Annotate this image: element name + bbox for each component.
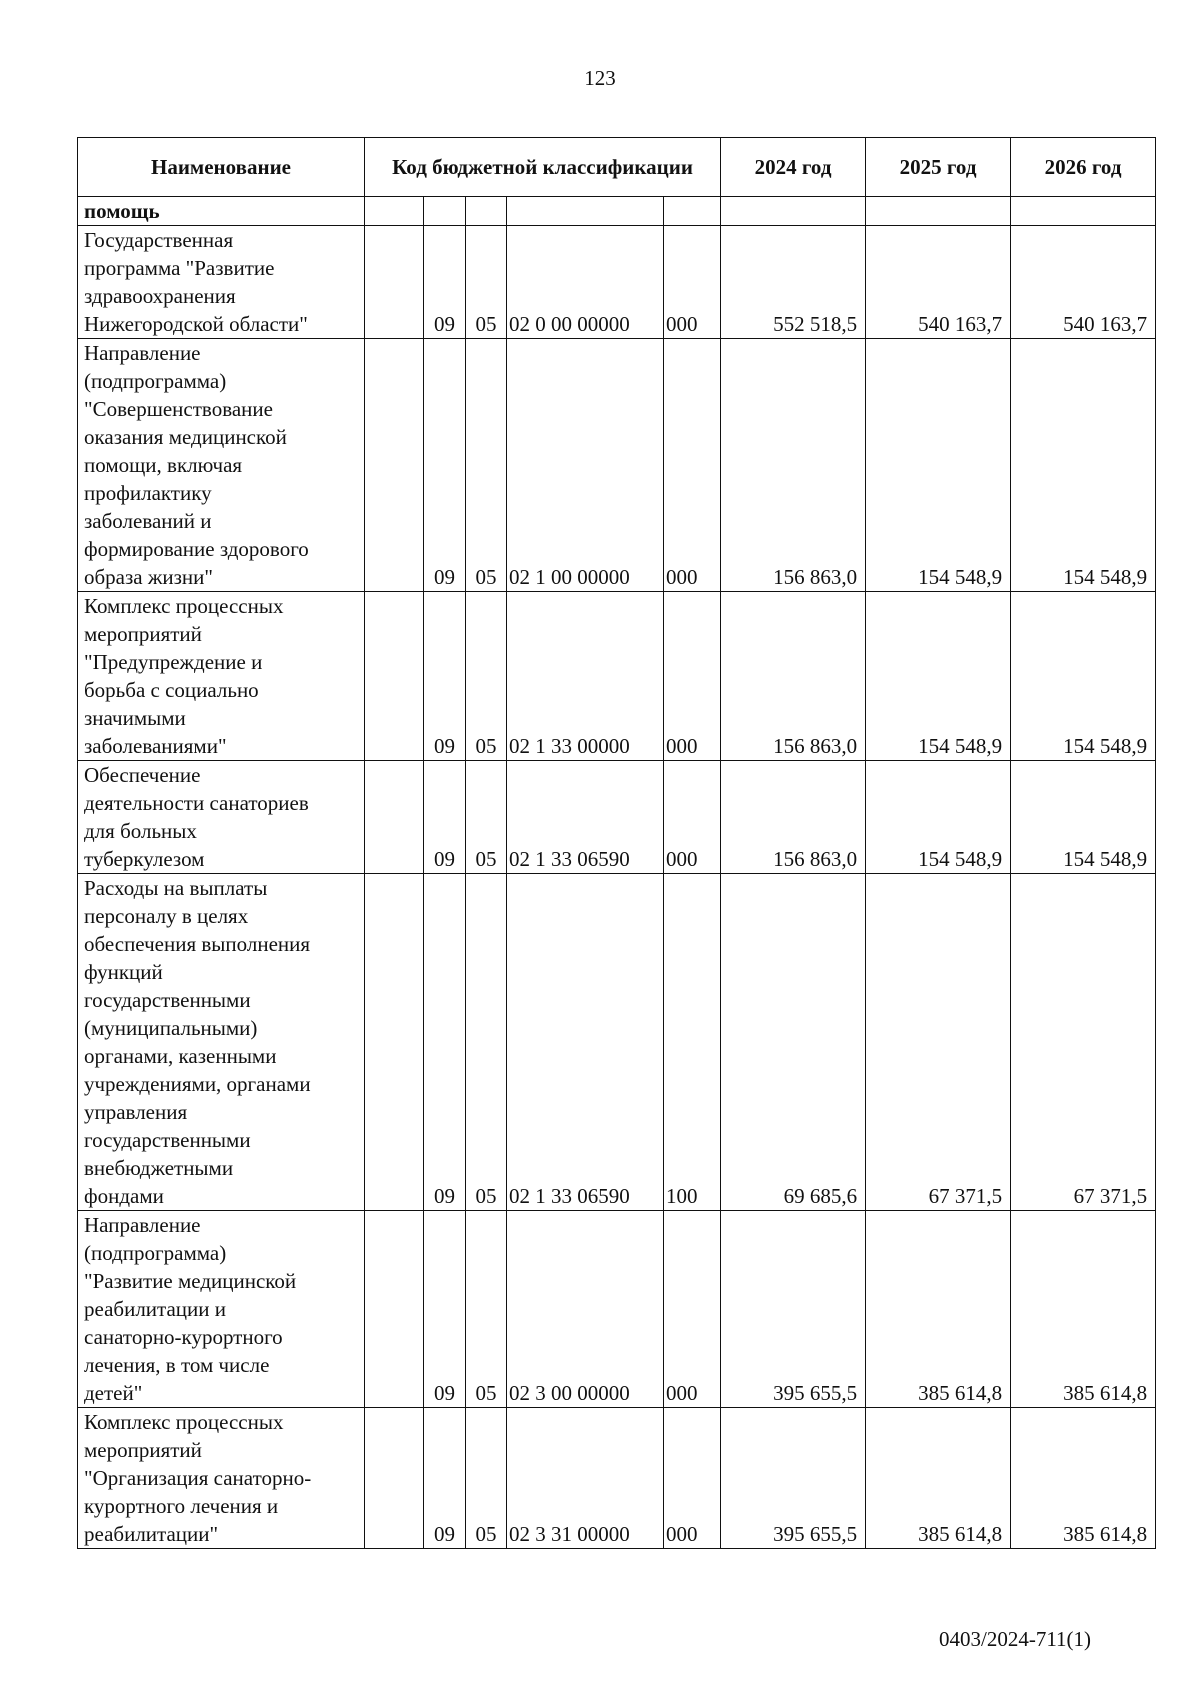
page-number: 123 — [584, 66, 616, 90]
cell-2025: 154 548,9 — [866, 592, 1011, 761]
cell-code-group — [365, 226, 424, 339]
cell-section: 09 — [424, 874, 466, 1211]
cell-target-article: 02 1 33 06590 — [507, 761, 664, 874]
table-header-row — [78, 138, 1156, 197]
cell-subsection: 05 — [466, 1211, 507, 1408]
cell-2025: 154 548,9 — [866, 761, 1011, 874]
cell-name: Направление (подпрограмма) "Развитие медицинской реабилитации и санаторно-курортного лечения, в том числе детей" — [78, 1211, 365, 1408]
cell-section: 09 — [424, 1408, 466, 1549]
cell-2024 — [721, 197, 866, 226]
cell-expense-type: 000 — [664, 761, 721, 874]
cell-target-article: 02 1 00 00000 — [507, 339, 664, 592]
cell-expense-type: 000 — [664, 1408, 721, 1549]
cell-name: Комплекс процессных мероприятий "Предупреждение и борьба с социально значимыми заболеваниями" — [78, 592, 365, 761]
cell-2025: 385 614,8 — [866, 1408, 1011, 1549]
cell-section: 09 — [424, 1211, 466, 1408]
cell-subsection: 05 — [466, 339, 507, 592]
table-row — [78, 226, 1156, 339]
cell-subsection: 05 — [466, 226, 507, 339]
table-row — [78, 1211, 1156, 1408]
cell-2024: 69 685,6 — [721, 874, 866, 1211]
cell-2024: 156 863,0 — [721, 339, 866, 592]
cell-code-group — [365, 592, 424, 761]
cell-2026: 540 163,7 — [1011, 226, 1156, 339]
cell-2024: 156 863,0 — [721, 761, 866, 874]
cell-section — [424, 197, 466, 226]
table-body — [78, 197, 1156, 1549]
cell-2025: 67 371,5 — [866, 874, 1011, 1211]
cell-name: помощь — [78, 197, 365, 226]
cell-name: Комплекс процессных мероприятий "Организация санаторно- курортного лечения и реабилитации" — [78, 1408, 365, 1549]
cell-2026: 385 614,8 — [1011, 1211, 1156, 1408]
header-name: Наименование — [78, 138, 365, 197]
cell-2024: 395 655,5 — [721, 1211, 866, 1408]
cell-2026: 154 548,9 — [1011, 761, 1156, 874]
cell-name: Государственная программа "Развитие здравоохранения Нижегородской области" — [78, 226, 365, 339]
cell-section: 09 — [424, 339, 466, 592]
cell-2025: 385 614,8 — [866, 1211, 1011, 1408]
header-code: Код бюджетной классификации — [365, 138, 721, 197]
cell-target-article: 02 1 33 06590 — [507, 874, 664, 1211]
cell-name: Расходы на выплаты персоналу в целях обеспечения выполнения функций государственными (муниципальными) органами, казенными учреждениями, органами управления государственными внебюджетными фондами — [78, 874, 365, 1211]
cell-2026 — [1011, 197, 1156, 226]
table-row — [78, 197, 1156, 226]
cell-subsection: 05 — [466, 874, 507, 1211]
cell-subsection: 05 — [466, 1408, 507, 1549]
cell-target-article: 02 3 31 00000 — [507, 1408, 664, 1549]
header-2025: 2025 год — [866, 138, 1011, 197]
cell-2025: 154 548,9 — [866, 339, 1011, 592]
cell-target-article: 02 3 00 00000 — [507, 1211, 664, 1408]
cell-expense-type: 000 — [664, 1211, 721, 1408]
header-2026: 2026 год — [1011, 138, 1156, 197]
cell-section: 09 — [424, 592, 466, 761]
cell-target-article — [507, 197, 664, 226]
cell-section: 09 — [424, 226, 466, 339]
table-row — [78, 339, 1156, 592]
cell-target-article: 02 1 33 00000 — [507, 592, 664, 761]
cell-name: Обеспечение деятельности санаториев для больных туберкулезом — [78, 761, 365, 874]
cell-expense-type: 000 — [664, 592, 721, 761]
table-row — [78, 592, 1156, 761]
budget-table — [77, 137, 1156, 1549]
cell-2026: 154 548,9 — [1011, 592, 1156, 761]
table-row — [78, 761, 1156, 874]
cell-expense-type: 100 — [664, 874, 721, 1211]
cell-2024: 156 863,0 — [721, 592, 866, 761]
cell-code-group — [365, 1408, 424, 1549]
cell-expense-type: 000 — [664, 339, 721, 592]
cell-code-group — [365, 1211, 424, 1408]
cell-code-group — [365, 339, 424, 592]
cell-code-group — [365, 761, 424, 874]
cell-subsection: 05 — [466, 761, 507, 874]
cell-2025 — [866, 197, 1011, 226]
header-2024: 2024 год — [721, 138, 866, 197]
cell-2026: 67 371,5 — [1011, 874, 1156, 1211]
cell-target-article: 02 0 00 00000 — [507, 226, 664, 339]
table-row — [78, 1408, 1156, 1549]
cell-2026: 154 548,9 — [1011, 339, 1156, 592]
cell-expense-type — [664, 197, 721, 226]
table-row — [78, 874, 1156, 1211]
cell-2026: 385 614,8 — [1011, 1408, 1156, 1549]
cell-2024: 552 518,5 — [721, 226, 866, 339]
cell-code-group — [365, 874, 424, 1211]
cell-subsection — [466, 197, 507, 226]
cell-section: 09 — [424, 761, 466, 874]
document-code: 0403/2024-711(1) — [939, 1627, 1092, 1651]
cell-subsection: 05 — [466, 592, 507, 761]
cell-code-group — [365, 197, 424, 226]
cell-name: Направление (подпрограмма) "Совершенствование оказания медицинской помощи, включая профилактику заболеваний и формирование здорового образа жизни" — [78, 339, 365, 592]
cell-2025: 540 163,7 — [866, 226, 1011, 339]
cell-expense-type: 000 — [664, 226, 721, 339]
cell-2024: 395 655,5 — [721, 1408, 866, 1549]
